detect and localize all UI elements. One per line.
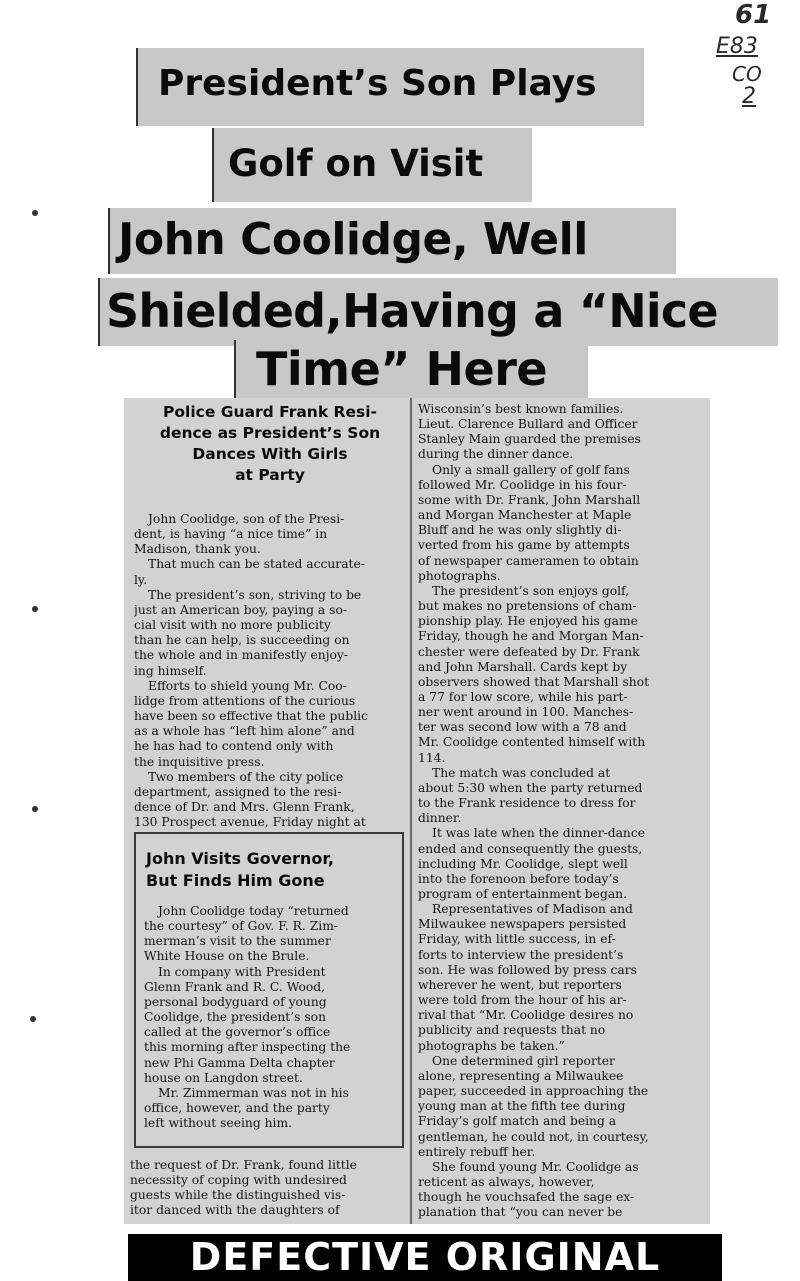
text-line: though he vouchsafed the sage ex-: [418, 1190, 635, 1205]
text-line: Mr. Zimmerman was not in his: [158, 1085, 349, 1100]
text-line: verted from his game by attempts: [418, 538, 630, 553]
text-line: this morning after inspecting the: [144, 1040, 351, 1055]
text-line: Wisconsin’s best known families.: [418, 402, 624, 416]
text-line: followed Mr. Coolidge in his four-: [418, 477, 627, 492]
text-line: he has had to contend only with: [134, 739, 334, 754]
punch-mark: [32, 606, 38, 612]
text-line: dent, is having “a nice time” in: [134, 527, 328, 542]
text-line: and John Marshall. Cards kept by: [418, 659, 628, 674]
text-line: Friday, though he and Morgan Man-: [418, 629, 644, 644]
headline-line-5: Time” Here: [234, 340, 588, 402]
text-line: She found young Mr. Coolidge as: [432, 1159, 639, 1174]
text-line: rival that “Mr. Coolidge desires no: [418, 1008, 634, 1023]
text-line: dence of Dr. and Mrs. Glenn Frank,: [134, 799, 355, 814]
text-line: Glenn Frank and R. C. Wood,: [144, 979, 326, 994]
text-line: Madison, thank you.: [134, 542, 261, 557]
text-line: guests while the distinguished vis-: [130, 1188, 346, 1203]
text-line: ter was second low with a 78 and: [418, 720, 627, 735]
sidebar-title-line: But Finds Him Gone: [146, 871, 325, 890]
text-line: left without seeing him.: [144, 1116, 293, 1131]
text-line: and Morgan Manchester at Maple: [418, 508, 632, 523]
text-line: Lieut. Clarence Bullard and Officer: [418, 417, 638, 432]
catalog-code-annotation: E83: [716, 34, 758, 59]
page-number-annotation: 61: [735, 0, 772, 30]
text-line: some with Dr. Frank, John Marshall: [418, 492, 641, 507]
text-line: Bluff and he was only slightly di-: [418, 523, 622, 538]
text-line: the whole and in manifestly enjoy-: [134, 648, 349, 663]
text-line: the request of Dr. Frank, found little: [130, 1158, 357, 1172]
text-line: into the forenoon before today’s: [418, 871, 619, 886]
text-line: Stanley Main guarded the premises: [418, 432, 641, 447]
text-line: Friday’s golf match and being a: [418, 1114, 617, 1129]
text-line: The match was concluded at: [432, 765, 611, 780]
text-line: dinner.: [418, 811, 462, 826]
text-line: as a whole has “left him alone” and: [134, 724, 355, 739]
text-line: ended and consequently the guests,: [418, 841, 643, 856]
text-line: program of entertainment began.: [418, 887, 627, 901]
text-line: chester were defeated by Dr. Frank: [418, 644, 640, 659]
text-line: 114.: [418, 750, 446, 765]
text-line: Mr. Coolidge contented himself with: [418, 735, 646, 750]
text-line: about 5:30 when the party returned: [418, 780, 643, 795]
text-line: young man at the fifth tee during: [418, 1099, 626, 1114]
text-line: Milwaukee newspapers persisted: [418, 917, 627, 932]
headline-line-4: Shielded,Having a “Nice: [98, 278, 778, 346]
text-line: the courtesy” of Gov. F. R. Zim-: [144, 919, 339, 934]
text-line: wherever he went, but reporters: [418, 977, 622, 992]
text-line: lidge from attentions of the curious: [134, 693, 356, 708]
text-line: new Phi Gamma Delta chapter: [144, 1055, 335, 1070]
text-line: The president’s son enjoys golf,: [432, 583, 630, 598]
text-line: department, assigned to the resi-: [134, 784, 342, 799]
text-line: Friday, with little success, in ef-: [418, 932, 616, 947]
subhead-line: Dances With Girls: [192, 445, 348, 463]
text-line: planation that “you can never be: [418, 1205, 623, 1220]
left-column-text: [134, 512, 406, 830]
left-column-continuation: [130, 1158, 406, 1219]
subhead-line: at Party: [235, 466, 305, 484]
text-line: observers showed that Marshall shot: [418, 674, 650, 689]
text-line: ly.: [134, 572, 148, 587]
text-line: son. He was followed by press cars: [418, 962, 637, 977]
text-line: cial visit with no more publicity: [134, 618, 331, 633]
sidebar-story-text: [144, 904, 396, 1131]
text-line: house on Langdon street.: [144, 1070, 303, 1085]
text-line: forts to interview the president’s: [418, 947, 624, 962]
text-line: Two members of the city police: [148, 769, 344, 784]
text-line: Only a small gallery of golf fans: [432, 462, 630, 477]
headline-line-1: President’s Son Plays: [136, 48, 644, 126]
catalog-code-annotation: 2: [742, 84, 756, 109]
text-line: photographs.: [418, 568, 501, 583]
text-line: alone, representing a Milwaukee: [418, 1068, 624, 1083]
article-subhead: [134, 402, 406, 486]
text-line: ner went around in 100. Manches-: [418, 705, 634, 720]
text-line: just an American boy, paying a so-: [134, 602, 348, 617]
right-column-text: [418, 402, 702, 1220]
text-line: pionship play. He enjoyed his game: [418, 614, 638, 629]
text-line: Efforts to shield young Mr. Coo-: [148, 678, 347, 693]
text-line: than he can help, is succeeding on: [134, 633, 350, 648]
text-line: personal bodyguard of young: [144, 994, 327, 1009]
text-line: Representatives of Madison and: [432, 902, 633, 917]
text-line: of newspaper cameramen to obtain: [418, 553, 639, 568]
punch-mark: [30, 1016, 36, 1022]
sidebar-title-line: John Visits Governor,: [146, 849, 334, 868]
subhead-line: Police Guard Frank Resi-: [163, 403, 377, 421]
text-line: were told from the hour of his ar-: [418, 993, 627, 1008]
text-line: The president’s son, striving to be: [148, 587, 362, 602]
text-line: called at the governor’s office: [144, 1025, 331, 1040]
text-line: the inquisitive press.: [134, 754, 265, 769]
text-line: 130 Prospect avenue, Friday night at: [134, 815, 366, 830]
text-line: itor danced with the daughters of: [130, 1203, 340, 1218]
text-line: publicity and requests that no: [418, 1023, 606, 1038]
text-line: reticent as always, however,: [418, 1174, 595, 1189]
text-line: In company with President: [158, 964, 326, 979]
subhead-line: dence as President’s Son: [159, 424, 381, 442]
sidebar-story-title: [146, 848, 396, 892]
text-line: photographs be taken.”: [418, 1038, 565, 1053]
text-line: Coolidge, the president’s son: [144, 1010, 327, 1025]
text-line: have been so effective that the public: [134, 709, 368, 724]
text-line: John Coolidge, son of the Presi-: [148, 512, 345, 526]
text-line: office, however, and the party: [144, 1101, 330, 1116]
text-line: ing himself.: [134, 663, 207, 678]
text-line: One determined girl reporter: [432, 1053, 615, 1068]
text-line: to the Frank residence to dress for: [418, 796, 636, 811]
text-line: necessity of coping with undesired: [130, 1173, 347, 1188]
headline-line-3: John Coolidge, Well: [108, 208, 676, 274]
catalog-code-annotation: CO: [732, 62, 762, 86]
text-line: That much can be stated accurate-: [148, 557, 365, 572]
text-line: merman’s visit to the summer: [144, 934, 331, 949]
text-line: including Mr. Coolidge, slept well: [418, 856, 628, 871]
headline-line-2: Golf on Visit: [212, 128, 532, 202]
text-line: gentleman, he could not, in courtesy,: [418, 1129, 649, 1144]
text-line: but makes no pretensions of cham-: [418, 599, 637, 614]
text-line: White House on the Brule.: [144, 949, 310, 964]
column-divider: [410, 398, 412, 1224]
punch-mark: [32, 210, 38, 216]
defective-original-stamp: DEFECTIVE ORIGINAL: [128, 1234, 722, 1281]
text-line: It was late when the dinner-dance: [432, 826, 646, 841]
text-line: during the dinner dance.: [418, 447, 574, 462]
text-line: John Coolidge today “returned: [158, 904, 349, 918]
punch-mark: [32, 806, 38, 812]
text-line: paper, succeeded in approaching the: [418, 1084, 649, 1099]
text-line: entirely rebuff her.: [418, 1144, 536, 1159]
text-line: a 77 for low score, while his part-: [418, 689, 628, 704]
